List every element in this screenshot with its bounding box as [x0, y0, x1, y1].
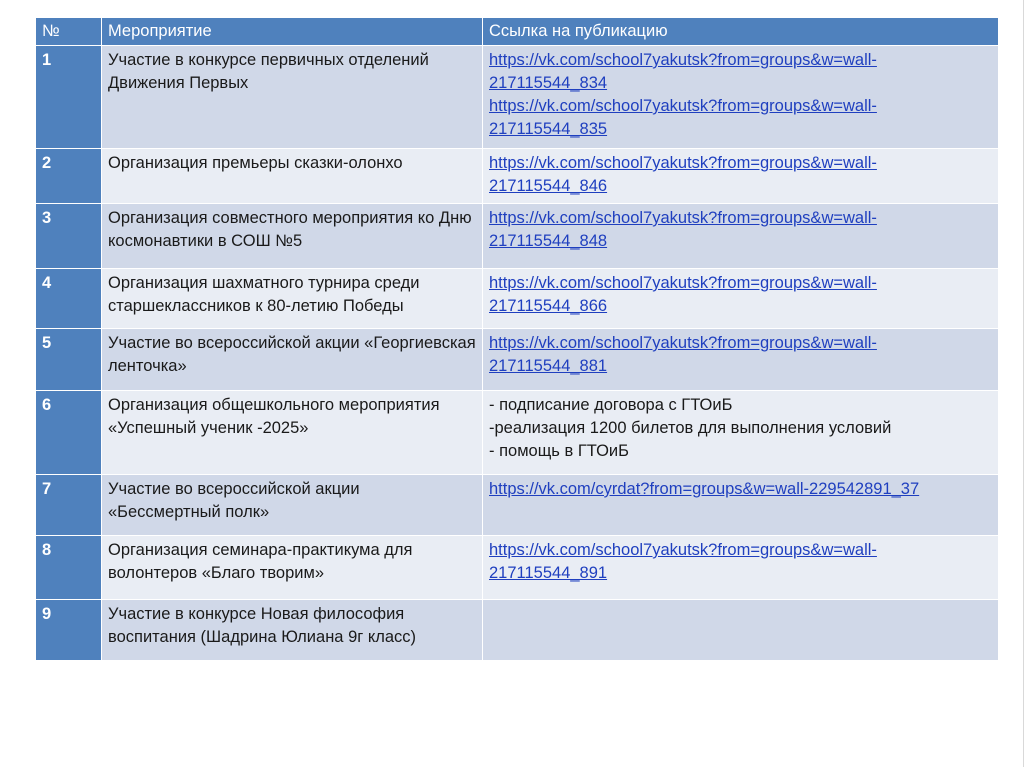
table-row [36, 536, 999, 600]
table-row [36, 475, 999, 536]
event-cell: Участие в конкурсе первичных отделений Движения Первых [102, 46, 483, 149]
publication-link[interactable]: https://vk.com/school7yakutsk?from=groups&w=wall-217115544_848 [489, 209, 877, 250]
event-cell: Организация совместного мероприятия ко Дню космонавтики в СОШ №5 [102, 204, 483, 269]
event-cell: Организация общешкольного мероприятия «Успешный ученик -2025» [102, 391, 483, 475]
event-cell: Участие в конкурсе Новая философия воспитания (Шадрина Юлиана 9г класс) [102, 600, 483, 661]
table-row [36, 391, 999, 475]
event-cell: Организация шахматного турнира среди старшеклассников к 80-летию Победы [102, 269, 483, 329]
events-table [35, 17, 999, 661]
row-number: 9 [36, 600, 102, 661]
table-header-row [36, 18, 999, 46]
publication-link[interactable]: https://vk.com/school7yakutsk?from=groups&w=wall-217115544_891 [489, 541, 877, 582]
event-cell: Организация семинара-практикума для волонтеров «Благо творим» [102, 536, 483, 600]
note-text: -реализация 1200 билетов для выполнения условий [489, 419, 892, 437]
publication-link[interactable]: https://vk.com/school7yakutsk?from=groups&w=wall-217115544_835 [489, 97, 877, 138]
publication-link[interactable]: https://vk.com/school7yakutsk?from=groups&w=wall-217115544_846 [489, 154, 877, 195]
publication-cell [483, 149, 999, 204]
row-number: 5 [36, 329, 102, 391]
table-row [36, 204, 999, 269]
row-number: 2 [36, 149, 102, 204]
publication-cell [483, 329, 999, 391]
row-number: 6 [36, 391, 102, 475]
publication-link[interactable]: https://vk.com/school7yakutsk?from=groups&w=wall-217115544_834 [489, 51, 877, 92]
header-link: Ссылка на публикацию [483, 18, 999, 46]
publication-cell [483, 204, 999, 269]
row-number: 7 [36, 475, 102, 536]
table-row [36, 149, 999, 204]
publication-cell [483, 391, 999, 475]
publication-link[interactable]: https://vk.com/cyrdat?from=groups&w=wall-229542891_37 [489, 480, 920, 498]
row-number: 8 [36, 536, 102, 600]
publication-cell [483, 269, 999, 329]
note-text: - помощь в ГТОиБ [489, 442, 629, 460]
row-number: 1 [36, 46, 102, 149]
table-row [36, 269, 999, 329]
table-row [36, 600, 999, 661]
publication-cell [483, 46, 999, 149]
table-row [36, 329, 999, 391]
row-number: 4 [36, 269, 102, 329]
header-event: Мероприятие [102, 18, 483, 46]
row-number: 3 [36, 204, 102, 269]
publication-cell [483, 600, 999, 661]
publication-link[interactable]: https://vk.com/school7yakutsk?from=groups&w=wall-217115544_881 [489, 334, 877, 375]
table-row [36, 46, 999, 149]
publication-link[interactable]: https://vk.com/school7yakutsk?from=groups&w=wall-217115544_866 [489, 274, 877, 315]
note-text: - подписание договора с ГТОиБ [489, 396, 733, 414]
header-number: № [36, 18, 102, 46]
event-cell: Участие во всероссийской акции «Бессмертный полк» [102, 475, 483, 536]
event-cell: Участие во всероссийской акции «Георгиевская ленточка» [102, 329, 483, 391]
publication-cell [483, 475, 999, 536]
publication-cell [483, 536, 999, 600]
table-body [36, 46, 999, 661]
event-cell: Организация премьеры сказки-олонхо [102, 149, 483, 204]
